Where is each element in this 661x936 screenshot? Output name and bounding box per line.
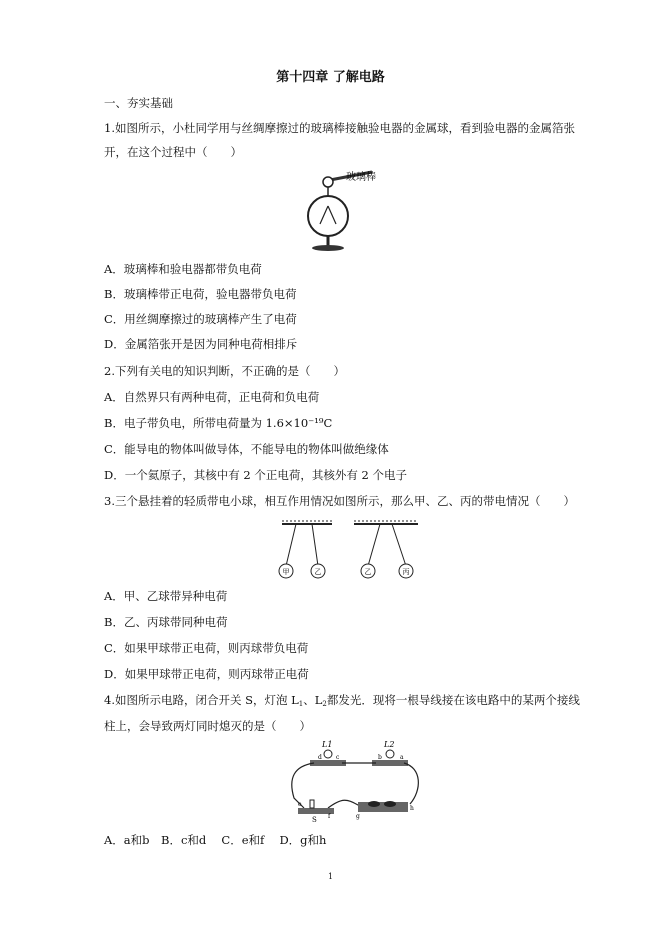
q3-option-a: A．甲、乙球带异种电荷 xyxy=(104,589,228,603)
q3-option-c: C．如果甲球带正电荷，则丙球带负电荷 xyxy=(104,641,309,655)
battery-cell-2 xyxy=(384,801,396,807)
lamp-board-L1 xyxy=(310,760,346,766)
q4-stem-line2: 柱上，会导致两灯同时熄灭的是（ ） xyxy=(104,719,311,733)
terminal-h-label: h xyxy=(410,805,414,812)
switch-lever xyxy=(310,800,314,808)
q2-option-d: D．一个氦原子，其核中有 2 个正电荷，其核外有 2 个电子 xyxy=(104,468,407,482)
page-title: 第十四章 了解电路 xyxy=(276,70,385,85)
q2-option-c: C．能导电的物体叫做导体，不能导电的物体叫做绝缘体 xyxy=(104,442,389,456)
lamp-L2-label: L2 xyxy=(384,740,395,749)
lamp-L2 xyxy=(386,750,394,758)
circuit-figure xyxy=(284,738,424,824)
q4-stem-line1: 4.如图所示电路，闭合开关 S，灯泡 $L_1$、$L_2$都发光．现将一根导线接在该电路中的某两个接线 xyxy=(104,693,580,708)
q2-option-b: B．电子带负电，所带电荷量为 1.6×10⁻¹⁹C xyxy=(104,416,333,430)
page-number: 1 xyxy=(327,872,334,881)
battery-board xyxy=(358,802,408,812)
ball-yi-right-label: 乙 xyxy=(364,568,372,576)
section-heading: 一、夯实基础 xyxy=(104,96,173,110)
glass-rod-label: 玻璃棒 xyxy=(346,172,376,183)
switch-S-label: S xyxy=(312,816,317,824)
charged-balls-figure xyxy=(268,518,428,582)
terminal-f-label: f xyxy=(328,813,331,820)
terminal-d-label: d xyxy=(318,754,322,761)
lamp-L1 xyxy=(324,750,332,758)
q1-option-b: B．玻璃棒带正电荷，验电器带负电荷 xyxy=(104,287,297,301)
metal-ball xyxy=(323,177,333,187)
wire-right xyxy=(404,763,418,804)
ball-bing-label: 丙 xyxy=(402,568,410,576)
lamp-L1-label: L1 xyxy=(322,740,333,749)
ball-yi-left-label: 乙 xyxy=(314,568,322,576)
wire-bottom xyxy=(328,800,360,808)
terminal-b-label: b xyxy=(378,754,382,761)
terminal-a-label: a xyxy=(400,754,404,761)
q3-option-b: B．乙、丙球带同种电荷 xyxy=(104,615,228,629)
terminal-c-label: c xyxy=(336,754,340,761)
q2-option-a: A．自然界只有两种电荷，正电荷和负电荷 xyxy=(104,390,320,404)
q1-option-c: C．用丝绸摩擦过的玻璃棒产生了电荷 xyxy=(104,312,297,326)
q1-stem-line1: 1.如图所示，小杜同学用与丝绸摩擦过的玻璃棒接触验电器的金属球，看到验电器的金属箔张 xyxy=(104,121,575,135)
q1-option-a: A．玻璃棒和验电器都带负电荷 xyxy=(104,262,262,276)
ball-jia-label: 甲 xyxy=(282,568,290,576)
terminal-g-label: g xyxy=(356,813,360,820)
electroscope-jar xyxy=(308,196,348,236)
q3-option-d: D．如果甲球带正电荷，则丙球带正电荷 xyxy=(104,667,309,681)
electroscope-figure xyxy=(300,166,400,256)
q1-option-d: D．金属箔张开是因为同种电荷相排斥 xyxy=(104,337,298,351)
q1-stem-line2: 开，在这个过程中（ ） xyxy=(104,145,242,159)
electroscope-base xyxy=(312,245,344,251)
q2-stem: 2.下列有关电的知识判断，不正确的是（ ） xyxy=(104,364,345,378)
q4-options: A．a和b B．c和d C．e和f D．g和h xyxy=(104,833,327,847)
battery-cell-1 xyxy=(368,801,380,807)
terminal-e-label: e xyxy=(298,801,302,808)
q3-stem: 3.三个悬挂着的轻质带电小球，相互作用情况如图所示，那么甲、乙、丙的带电情况（ ） xyxy=(104,494,575,508)
